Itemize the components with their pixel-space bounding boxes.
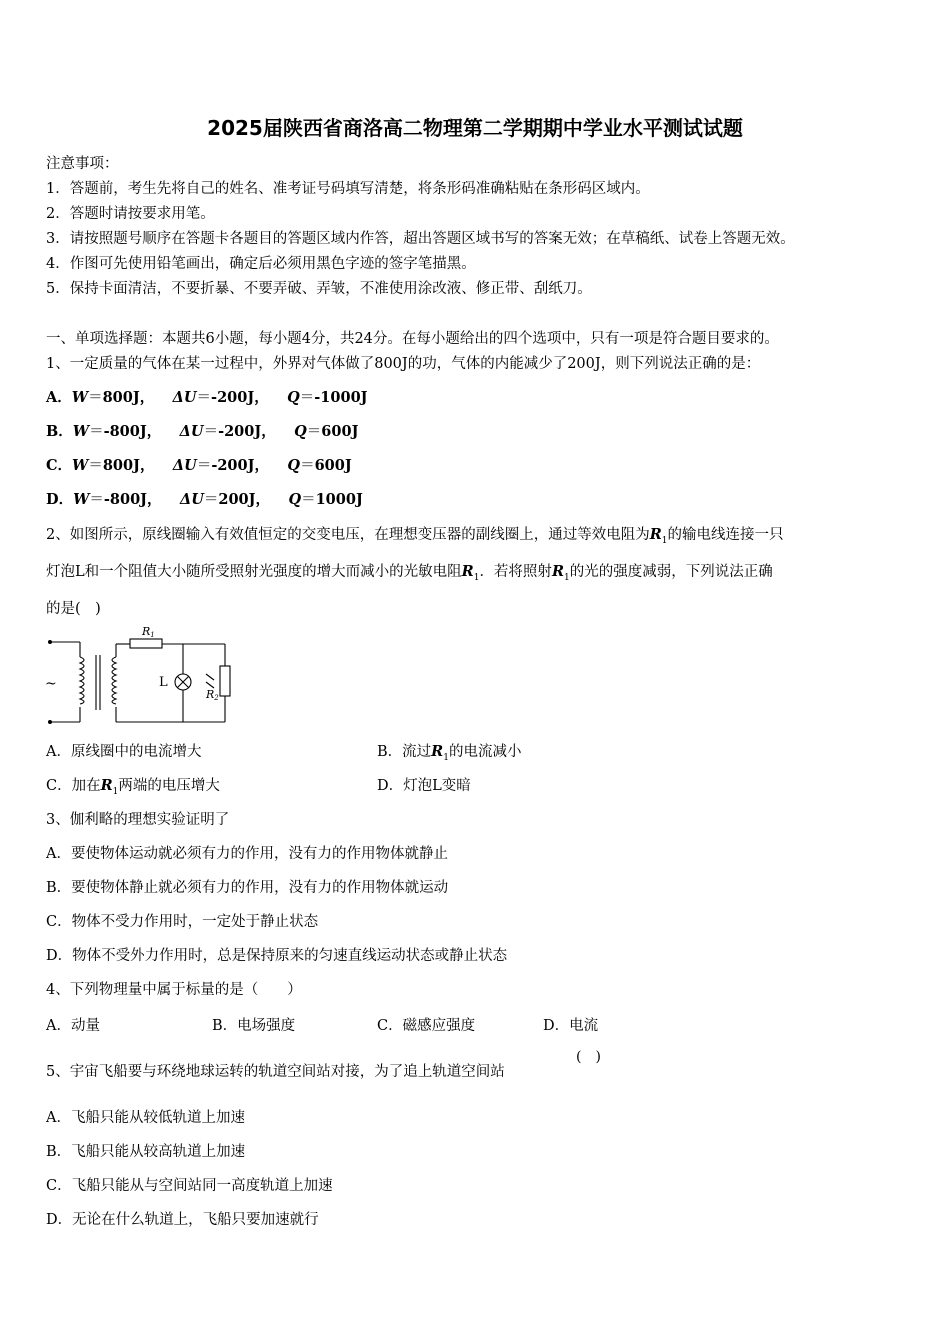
q5-option-b: B．飞船只能从较高轨道上加速 bbox=[46, 1144, 246, 1160]
q3-option-a: A．要使物体运动就必须有力的作用，没有力的作用物体就静止 bbox=[46, 846, 448, 862]
section-heading: 一、单项选择题：本题共6小题，每小题4分，共24分。在每小题给出的四个选项中，只有一项是符合题目要求的。 bbox=[46, 331, 779, 347]
question-2-stem-line1: 2、如图所示，原线圈输入有效值恒定的交变电压，在理想变压器的副线圈上，通过等效电阻为$R_1$的输电线连接一只 bbox=[46, 526, 784, 546]
notice-item: 4．作图可先使用铅笔画出，确定后必须用黑色字迹的签字笔描黑。 bbox=[46, 256, 476, 272]
q5-option-c: C．飞船只能从与空间站同一高度轨道上加速 bbox=[46, 1178, 333, 1194]
notice-item: 3．请按照题号顺序在答题卡各题目的答题区域内作答，超出答题区域书写的答案无效；在草稿纸、试卷上答题无效。 bbox=[46, 231, 795, 247]
q4-option-d: D．电流 bbox=[543, 1018, 599, 1034]
notice-heading: 注意事项： bbox=[46, 156, 119, 172]
terminal-dot bbox=[48, 640, 52, 644]
notice-item: 2．答题时请按要求用笔。 bbox=[46, 206, 215, 222]
question-5-stem: 5、宇宙飞船要与环绕地球运转的轨道空间站对接，为了追上轨道空间站 bbox=[46, 1064, 505, 1080]
question-1-stem: 1、一定质量的气体在某一过程中，外界对气体做了800J的功，气体的内能减少了200J，则下列说法正确的是： bbox=[46, 356, 761, 372]
q2-option-b: B．流过$R_1$的电流减小 bbox=[377, 743, 522, 763]
resistor-r1-label: R1 bbox=[142, 625, 155, 639]
q4-option-b: B．电场强度 bbox=[212, 1018, 296, 1034]
q1-option-d: D．W＝-800J， ΔU＝200J， Q＝1000J bbox=[46, 491, 363, 508]
q4-option-a: A．动量 bbox=[46, 1018, 100, 1034]
notice-item: 1．答题前，考生先将自己的姓名、准考证号码填写清楚，将条形码准确粘贴在条形码区域内。 bbox=[46, 181, 650, 197]
q1-option-b: B．W＝-800J， ΔU＝-200J， Q＝600J bbox=[46, 423, 359, 440]
answer-bracket: ( ) bbox=[576, 1049, 601, 1065]
resistor-r2-label: R2 bbox=[206, 688, 219, 702]
question-4-stem: 4、下列物理量中属于标量的是（ ） bbox=[46, 982, 302, 998]
question-3-stem: 3、伽利略的理想实验证明了 bbox=[46, 812, 230, 828]
q3-option-d: D．物体不受外力作用时，总是保持原来的匀速直线运动状态或静止状态 bbox=[46, 948, 508, 964]
lamp-label: L bbox=[159, 675, 168, 690]
q3-option-c: C．物体不受力作用时，一定处于静止状态 bbox=[46, 914, 319, 930]
notice-item: 5．保持卡面清洁，不要折暴、不要弄破、弄皱，不准使用涂改液、修正带、刮纸刀。 bbox=[46, 281, 592, 297]
question-2-stem-line2: 灯泡L和一个阻值大小随所受照射光强度的增大而减小的光敏电阻$R_1$．若将照射$R_1$的光的强度减弱，下列说法正确 bbox=[46, 563, 773, 583]
q1-option-c: C．W＝800J， ΔU＝-200J， Q＝600J bbox=[46, 457, 352, 474]
q2-option-a: A．原线圈中的电流增大 bbox=[46, 744, 202, 760]
q4-option-c: C．磁感应强度 bbox=[377, 1018, 476, 1034]
q3-option-b: B．要使物体静止就必须有力的作用，没有力的作用物体就运动 bbox=[46, 880, 449, 896]
q1-option-a: A．W＝800J， ΔU＝-200J， Q＝-1000J bbox=[46, 389, 368, 406]
q5-option-d: D．无论在什么轨道上，飞船只要加速就行 bbox=[46, 1212, 319, 1228]
question-2-stem-line3: 的是( ) bbox=[46, 601, 101, 617]
terminal-dot bbox=[48, 720, 52, 724]
q5-option-a: A．飞船只能从较低轨道上加速 bbox=[46, 1110, 245, 1126]
circuit-diagram bbox=[40, 622, 240, 727]
q2-option-c: C．加在$R_1$两端的电压增大 bbox=[46, 777, 220, 797]
q2-option-d: D．灯泡L变暗 bbox=[377, 778, 471, 794]
page-title: 2025届陕西省商洛高二物理第二学期期中学业水平测试试题 bbox=[207, 116, 743, 140]
ac-source-symbol: ~ bbox=[45, 676, 57, 692]
